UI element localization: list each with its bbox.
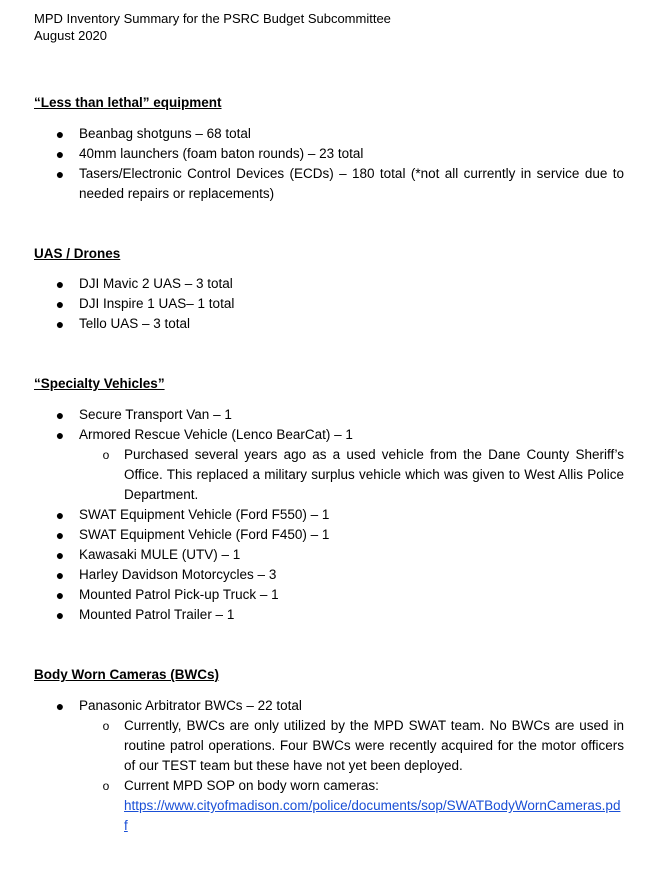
list-item: ● SWAT Equipment Vehicle (Ford F550) – 1 (55, 507, 330, 523)
list-item: ● Beanbag shotguns – 68 total (55, 126, 251, 142)
drones-list (34, 274, 624, 334)
bullet-icon: ● (55, 587, 65, 603)
less-lethal-list (34, 124, 624, 204)
circle-bullet-icon: o (102, 779, 110, 793)
section-title-drones: UAS / Drones (34, 246, 121, 261)
circle-bullet-icon: o (102, 719, 110, 733)
list-item: ● Mounted Patrol Pick-up Truck – 1 (55, 587, 279, 603)
list-item: ● Armored Rescue Vehicle (Lenco BearCat) – 1 o Purchased several years ago as a used vehicle from the Dane County Sheriff’s Office. This replaced a military surplus vehicle which was given to West Allis Police Department. (34, 425, 624, 505)
list-item: ● Tello UAS – 3 total (55, 316, 191, 332)
bullet-icon: ● (55, 316, 65, 332)
bullet-icon: ● (55, 607, 65, 623)
vehicles-list (34, 405, 624, 625)
bullet-icon: ● (55, 166, 65, 182)
sub-list-item: o Purchased several years ago as a used vehicle from the Dane County Sheriff’s Office. This replaced a military surplus vehicle which was given to West Allis Police Department. (102, 447, 624, 502)
list-item: ● Kawasaki MULE (UTV) – 1 (55, 547, 241, 563)
section-title-less-lethal: “Less than lethal” equipment (34, 95, 222, 110)
list-item: ● Mounted Patrol Trailer – 1 (55, 607, 235, 623)
list-item: ● DJI Inspire 1 UAS– 1 total (55, 296, 235, 312)
list-item: ● 40mm launchers (foam baton rounds) – 23 total (55, 146, 364, 162)
bwc-list (34, 696, 624, 836)
sub-list-item: o Currently, BWCs are only utilized by the MPD SWAT team. No BWCs are used in routine patrol operations. Four BWCs were recently acquired for the motor officers of our TEST team but these have not yet been deployed. (102, 718, 624, 773)
list-item: ● Harley Davidson Motorcycles – 3 (55, 567, 277, 583)
circle-bullet-icon: o (102, 448, 110, 462)
bullet-icon: ● (55, 146, 65, 162)
bullet-icon: ● (55, 296, 65, 312)
sub-list-item: o Current MPD SOP on body worn cameras: https://www.cityofmadison.com/police/documents/sop/SWATBodyWornCameras.pdf (102, 778, 621, 833)
bullet-icon: ● (55, 567, 65, 583)
bullet-icon: ● (55, 698, 65, 714)
document-header (34, 10, 624, 44)
list-item: ● DJI Mavic 2 UAS – 3 total (55, 276, 233, 292)
list-item: ● Tasers/Electronic Control Devices (ECDs) – 180 total (*not all currently in service due to needed repairs or replacements) (55, 166, 624, 201)
bullet-icon: ● (55, 427, 65, 443)
list-item: ● Panasonic Arbitrator BWCs – 22 total o Currently, BWCs are only utilized by the MPD SWAT team. No BWCs are used in routine patrol operations. Four BWCs were recently acquired for the motor officers of our TEST team but these have not yet been deployed. o Current MPD SOP on body worn cameras: https://www.cityofmadison.com/police/documents/sop/SWATBodyWornCameras.pdf (34, 696, 624, 836)
document-date: August 2020 (34, 28, 108, 43)
bullet-icon: ● (55, 527, 65, 543)
sop-link[interactable]: https://www.cityofmadison.com/police/documents/sop/SWATBodyWornCameras.pdf (124, 798, 621, 833)
document-page (34, 10, 624, 836)
bullet-icon: ● (55, 547, 65, 563)
bearcat-sublist (34, 445, 624, 505)
bullet-icon: ● (55, 407, 65, 423)
bullet-icon: ● (55, 276, 65, 292)
bullet-icon: ● (55, 507, 65, 523)
section-title-vehicles: “Specialty Vehicles” (34, 376, 165, 391)
list-item: ● SWAT Equipment Vehicle (Ford F450) – 1 (55, 527, 330, 543)
document-title: MPD Inventory Summary for the PSRC Budget Subcommittee (34, 11, 391, 26)
list-item: ● Secure Transport Van – 1 (55, 407, 232, 423)
section-title-bwc: Body Worn Cameras (BWCs) (34, 667, 220, 682)
bwc-sublist (34, 716, 624, 836)
bullet-icon: ● (55, 126, 65, 142)
